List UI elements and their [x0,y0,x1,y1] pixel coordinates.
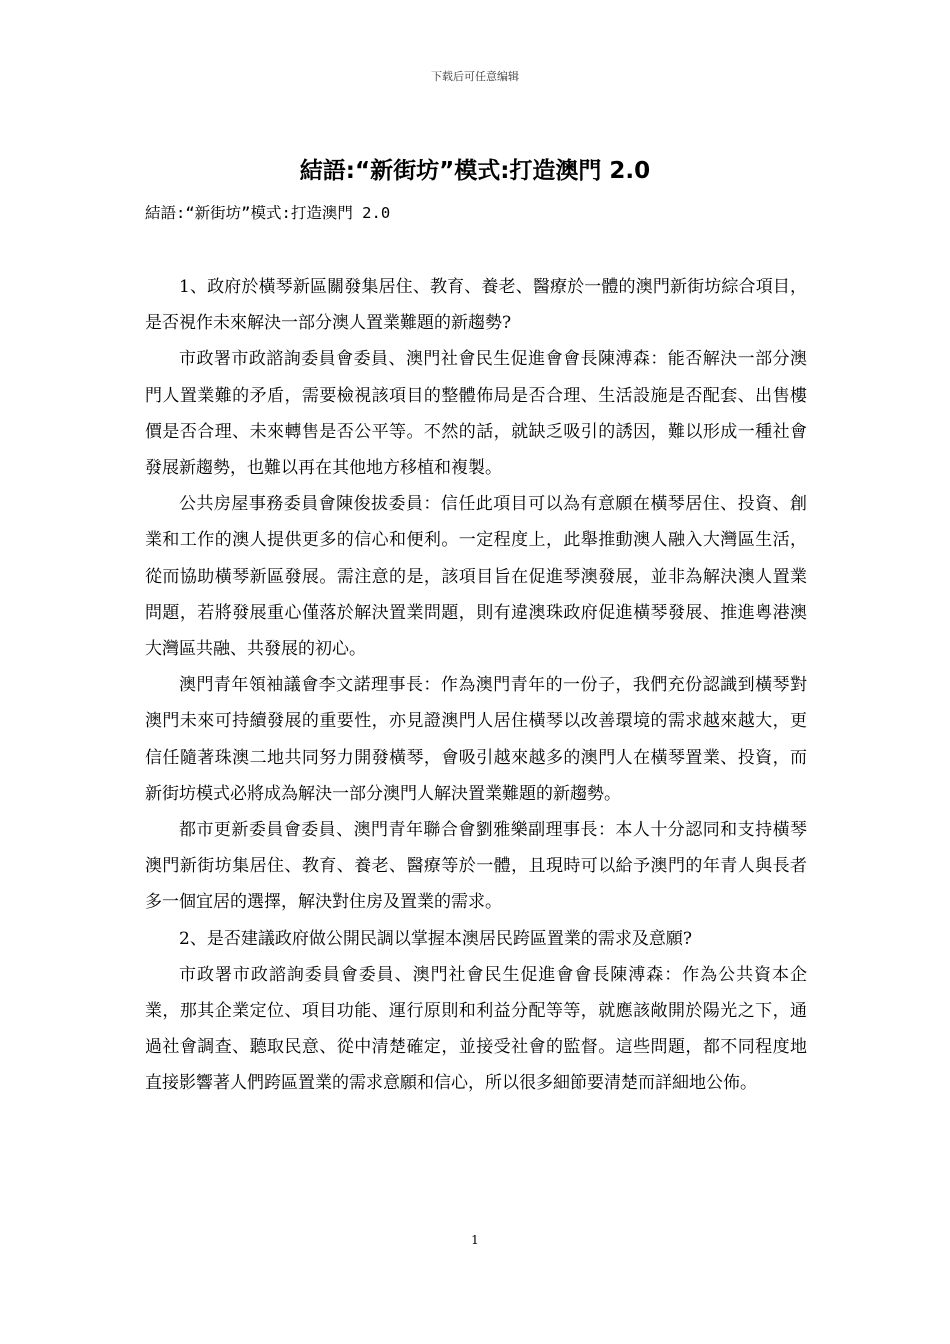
page-number: 1 [471,1233,479,1247]
document-body [145,269,807,1102]
header-note: 下载后可任意编辑 [431,70,519,83]
document-title: 結語:“新街坊”模式:打造澳門 2.0 [299,158,651,184]
paragraph-question-2: 2、是否建議政府做公開民調以掌握本澳居民跨區置業的需求及意願? [179,928,692,949]
paragraph-answer-chen-junba: 公共房屋事務委員會陳俊拔委員：信任此項目可以為有意願在橫琴居住、投資、創業和工作的澳人提供更多的信心和便利。一定程度上，此舉推動澳人融入大灣區生活，從而協助橫琴新區發展。需注意的是，該項目旨在促進琴澳發展，並非為解決澳人置業問題，若將發展重心僅落於解決置業問題，則有違澳珠政府促進橫琴發展、推進粵港澳大灣區共融、共發展的初心。 [145,494,807,660]
paragraph-answer-liu-yale: 都市更新委員會委員、澳門青年聯合會劉雅樂副理事長：本人十分認同和支持橫琴澳門新街坊集居住、教育、養老、醫療等於一體，且現時可以給予澳門的年青人與長者多一個宜居的選擇，解決對住房及置業的需求。 [145,820,807,913]
paragraph-answer-chen-1: 市政署市政諮詢委員會委員、澳門社會民生促進會會長陳溥森：能否解決一部分澳門人置業難的矛盾，需要檢視該項目的整體佈局是否合理、生活設施是否配套、出售樓價是否合理、未來轉售是否公平等。不然的話，就缺乏吸引的誘因，難以形成一種社會發展新趨勢，也難以再在其他地方移植和複製。 [145,349,807,479]
paragraph-answer-chen-2: 市政署市政諮詢委員會委員、澳門社會民生促進會會長陳溥森：作為公共資本企業，那其企業定位、項目功能、運行原則和利益分配等等，就應該敞開於陽光之下，通過社會調查、聽取民意、從中清楚確定，並接受社會的監督。這些問題，都不同程度地直接影響著人們跨區置業的需求意願和信心，所以很多細節要清楚而詳細地公佈。 [145,964,807,1094]
paragraph-answer-li-wennuo: 澳門青年領袖議會李文諾理事長：作為澳門青年的一份子，我們充份認識到橫琴對澳門未來可持續發展的重要性，亦見證澳門人居住橫琴以改善環境的需求越來越大，更信任隨著珠澳二地共同努力開發橫琴，會吸引越來越多的澳門人在橫琴置業、投資，而新街坊模式必將成為解決一部分澳門人解決置業難題的新趨勢。 [145,675,807,804]
paragraph-question-1: 1、政府於橫琴新區關發集居住、教育、養老、醫療於一體的澳門新街坊綜合項目，是否視作未來解決一部分澳人置業難題的新趨勢? [145,277,807,334]
document-subtitle: 結語:“新街坊”模式:打造澳門 2.0 [145,204,391,222]
